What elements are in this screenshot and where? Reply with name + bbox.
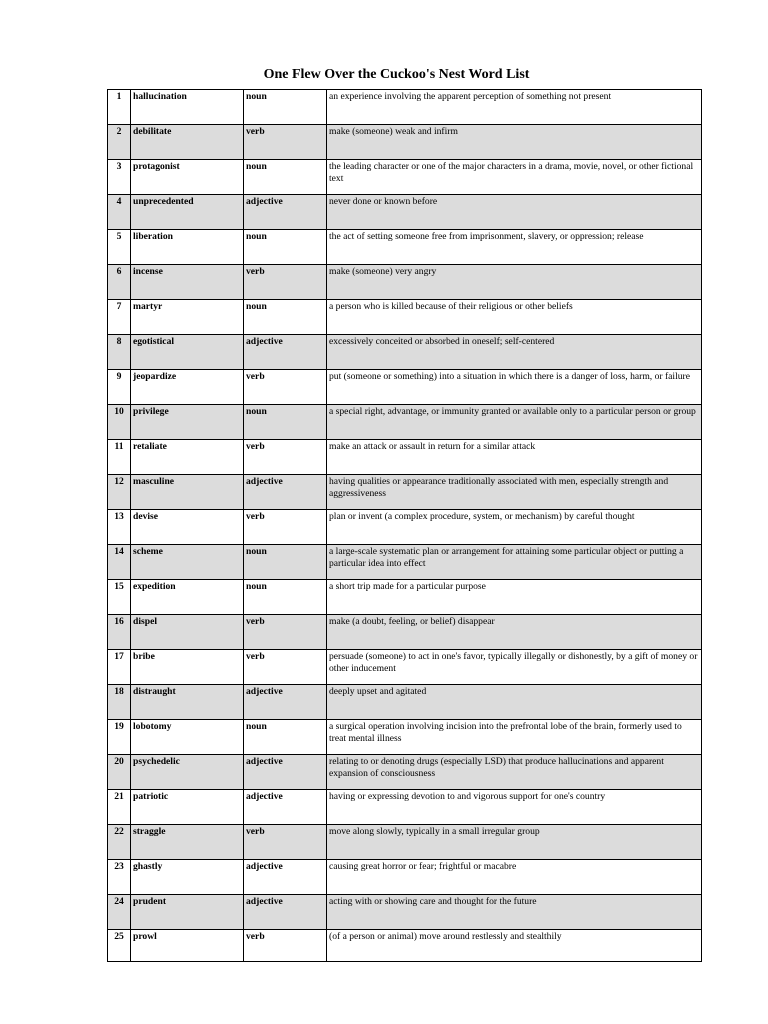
table-row: [108, 685, 702, 720]
vocab-word: liberation: [131, 230, 244, 265]
definition: a surgical operation involving incision into the prefrontal lobe of the brain, formerly used to treat mental illness: [327, 720, 702, 755]
table-row: [108, 405, 702, 440]
row-number: 24: [108, 895, 131, 930]
part-of-speech: noun: [244, 720, 327, 755]
definition: put (someone or something) into a situation in which there is a danger of loss, harm, or failure: [327, 370, 702, 405]
row-number: 5: [108, 230, 131, 265]
part-of-speech: adjective: [244, 895, 327, 930]
part-of-speech: verb: [244, 125, 327, 160]
vocab-word: scheme: [131, 545, 244, 580]
row-number: 7: [108, 300, 131, 335]
table-row: [108, 930, 702, 962]
row-number: 10: [108, 405, 131, 440]
row-number: 16: [108, 615, 131, 650]
vocab-word: psychedelic: [131, 755, 244, 790]
row-number: 19: [108, 720, 131, 755]
part-of-speech: adjective: [244, 860, 327, 895]
vocab-word: hallucination: [131, 90, 244, 125]
definition: having qualities or appearance traditionally associated with men, especially strength and aggressiveness: [327, 475, 702, 510]
vocab-word: egotistical: [131, 335, 244, 370]
definition: move along slowly, typically in a small irregular group: [327, 825, 702, 860]
vocab-word: incense: [131, 265, 244, 300]
part-of-speech: verb: [244, 650, 327, 685]
row-number: 1: [108, 90, 131, 125]
definition: an experience involving the apparent perception of something not present: [327, 90, 702, 125]
part-of-speech: noun: [244, 405, 327, 440]
word-list-table: [107, 89, 702, 962]
vocab-word: debilitate: [131, 125, 244, 160]
part-of-speech: verb: [244, 370, 327, 405]
vocab-word: patriotic: [131, 790, 244, 825]
word-list-body: [108, 90, 702, 962]
definition: make (someone) very angry: [327, 265, 702, 300]
table-row: [108, 650, 702, 685]
part-of-speech: noun: [244, 300, 327, 335]
row-number: 6: [108, 265, 131, 300]
row-number: 14: [108, 545, 131, 580]
part-of-speech: noun: [244, 545, 327, 580]
vocab-word: straggle: [131, 825, 244, 860]
vocab-word: masculine: [131, 475, 244, 510]
row-number: 15: [108, 580, 131, 615]
part-of-speech: verb: [244, 265, 327, 300]
table-row: [108, 615, 702, 650]
table-row: [108, 265, 702, 300]
definition: (of a person or animal) move around restlessly and stealthily: [327, 930, 702, 962]
definition: the act of setting someone free from imprisonment, slavery, or oppression; release: [327, 230, 702, 265]
definition: having or expressing devotion to and vigorous support for one's country: [327, 790, 702, 825]
part-of-speech: verb: [244, 930, 327, 962]
definition: never done or known before: [327, 195, 702, 230]
table-row: [108, 580, 702, 615]
definition: persuade (someone) to act in one's favor, typically illegally or dishonestly, by a gift of money or other inducement: [327, 650, 702, 685]
vocab-word: jeopardize: [131, 370, 244, 405]
definition: a person who is killed because of their religious or other beliefs: [327, 300, 702, 335]
vocab-word: martyr: [131, 300, 244, 335]
part-of-speech: verb: [244, 825, 327, 860]
definition: make (a doubt, feeling, or belief) disappear: [327, 615, 702, 650]
definition: relating to or denoting drugs (especially LSD) that produce hallucinations and apparent expansion of consciousness: [327, 755, 702, 790]
row-number: 9: [108, 370, 131, 405]
row-number: 13: [108, 510, 131, 545]
part-of-speech: adjective: [244, 790, 327, 825]
table-row: [108, 230, 702, 265]
table-row: [108, 510, 702, 545]
definition: a short trip made for a particular purpose: [327, 580, 702, 615]
part-of-speech: verb: [244, 615, 327, 650]
definition: a large-scale systematic plan or arrangement for attaining some particular object or putting a particular idea into effect: [327, 545, 702, 580]
part-of-speech: adjective: [244, 755, 327, 790]
definition: excessively conceited or absorbed in oneself; self-centered: [327, 335, 702, 370]
row-number: 20: [108, 755, 131, 790]
table-row: [108, 475, 702, 510]
row-number: 21: [108, 790, 131, 825]
row-number: 12: [108, 475, 131, 510]
vocab-word: privilege: [131, 405, 244, 440]
row-number: 4: [108, 195, 131, 230]
definition: the leading character or one of the major characters in a drama, movie, novel, or other fictional text: [327, 160, 702, 195]
part-of-speech: noun: [244, 160, 327, 195]
vocab-word: prudent: [131, 895, 244, 930]
vocab-word: devise: [131, 510, 244, 545]
row-number: 18: [108, 685, 131, 720]
definition: make an attack or assault in return for a similar attack: [327, 440, 702, 475]
part-of-speech: noun: [244, 230, 327, 265]
page-title: One Flew Over the Cuckoo's Nest Word List: [263, 67, 530, 82]
table-row: [108, 90, 702, 125]
table-row: [108, 545, 702, 580]
table-row: [108, 370, 702, 405]
definition: plan or invent (a complex procedure, system, or mechanism) by careful thought: [327, 510, 702, 545]
table-row: [108, 195, 702, 230]
vocab-word: retaliate: [131, 440, 244, 475]
table-row: [108, 755, 702, 790]
table-row: [108, 790, 702, 825]
row-number: 22: [108, 825, 131, 860]
part-of-speech: noun: [244, 580, 327, 615]
definition: causing great horror or fear; frightful or macabre: [327, 860, 702, 895]
table-row: [108, 720, 702, 755]
table-row: [108, 825, 702, 860]
part-of-speech: verb: [244, 440, 327, 475]
definition: make (someone) weak and infirm: [327, 125, 702, 160]
table-row: [108, 440, 702, 475]
vocab-word: dispel: [131, 615, 244, 650]
row-number: 8: [108, 335, 131, 370]
part-of-speech: adjective: [244, 195, 327, 230]
table-row: [108, 335, 702, 370]
row-number: 2: [108, 125, 131, 160]
vocab-word: lobotomy: [131, 720, 244, 755]
row-number: 25: [108, 930, 131, 962]
table-row: [108, 860, 702, 895]
part-of-speech: adjective: [244, 335, 327, 370]
vocab-word: unprecedented: [131, 195, 244, 230]
table-row: [108, 300, 702, 335]
vocab-word: bribe: [131, 650, 244, 685]
row-number: 3: [108, 160, 131, 195]
table-row: [108, 160, 702, 195]
definition: deeply upset and agitated: [327, 685, 702, 720]
vocab-word: ghastly: [131, 860, 244, 895]
row-number: 17: [108, 650, 131, 685]
vocab-word: prowl: [131, 930, 244, 962]
definition: acting with or showing care and thought for the future: [327, 895, 702, 930]
part-of-speech: adjective: [244, 685, 327, 720]
vocab-word: expedition: [131, 580, 244, 615]
row-number: 11: [108, 440, 131, 475]
table-row: [108, 895, 702, 930]
vocab-word: protagonist: [131, 160, 244, 195]
part-of-speech: verb: [244, 510, 327, 545]
definition: a special right, advantage, or immunity granted or available only to a particular person or group: [327, 405, 702, 440]
row-number: 23: [108, 860, 131, 895]
part-of-speech: adjective: [244, 475, 327, 510]
vocab-word: distraught: [131, 685, 244, 720]
part-of-speech: noun: [244, 90, 327, 125]
table-row: [108, 125, 702, 160]
